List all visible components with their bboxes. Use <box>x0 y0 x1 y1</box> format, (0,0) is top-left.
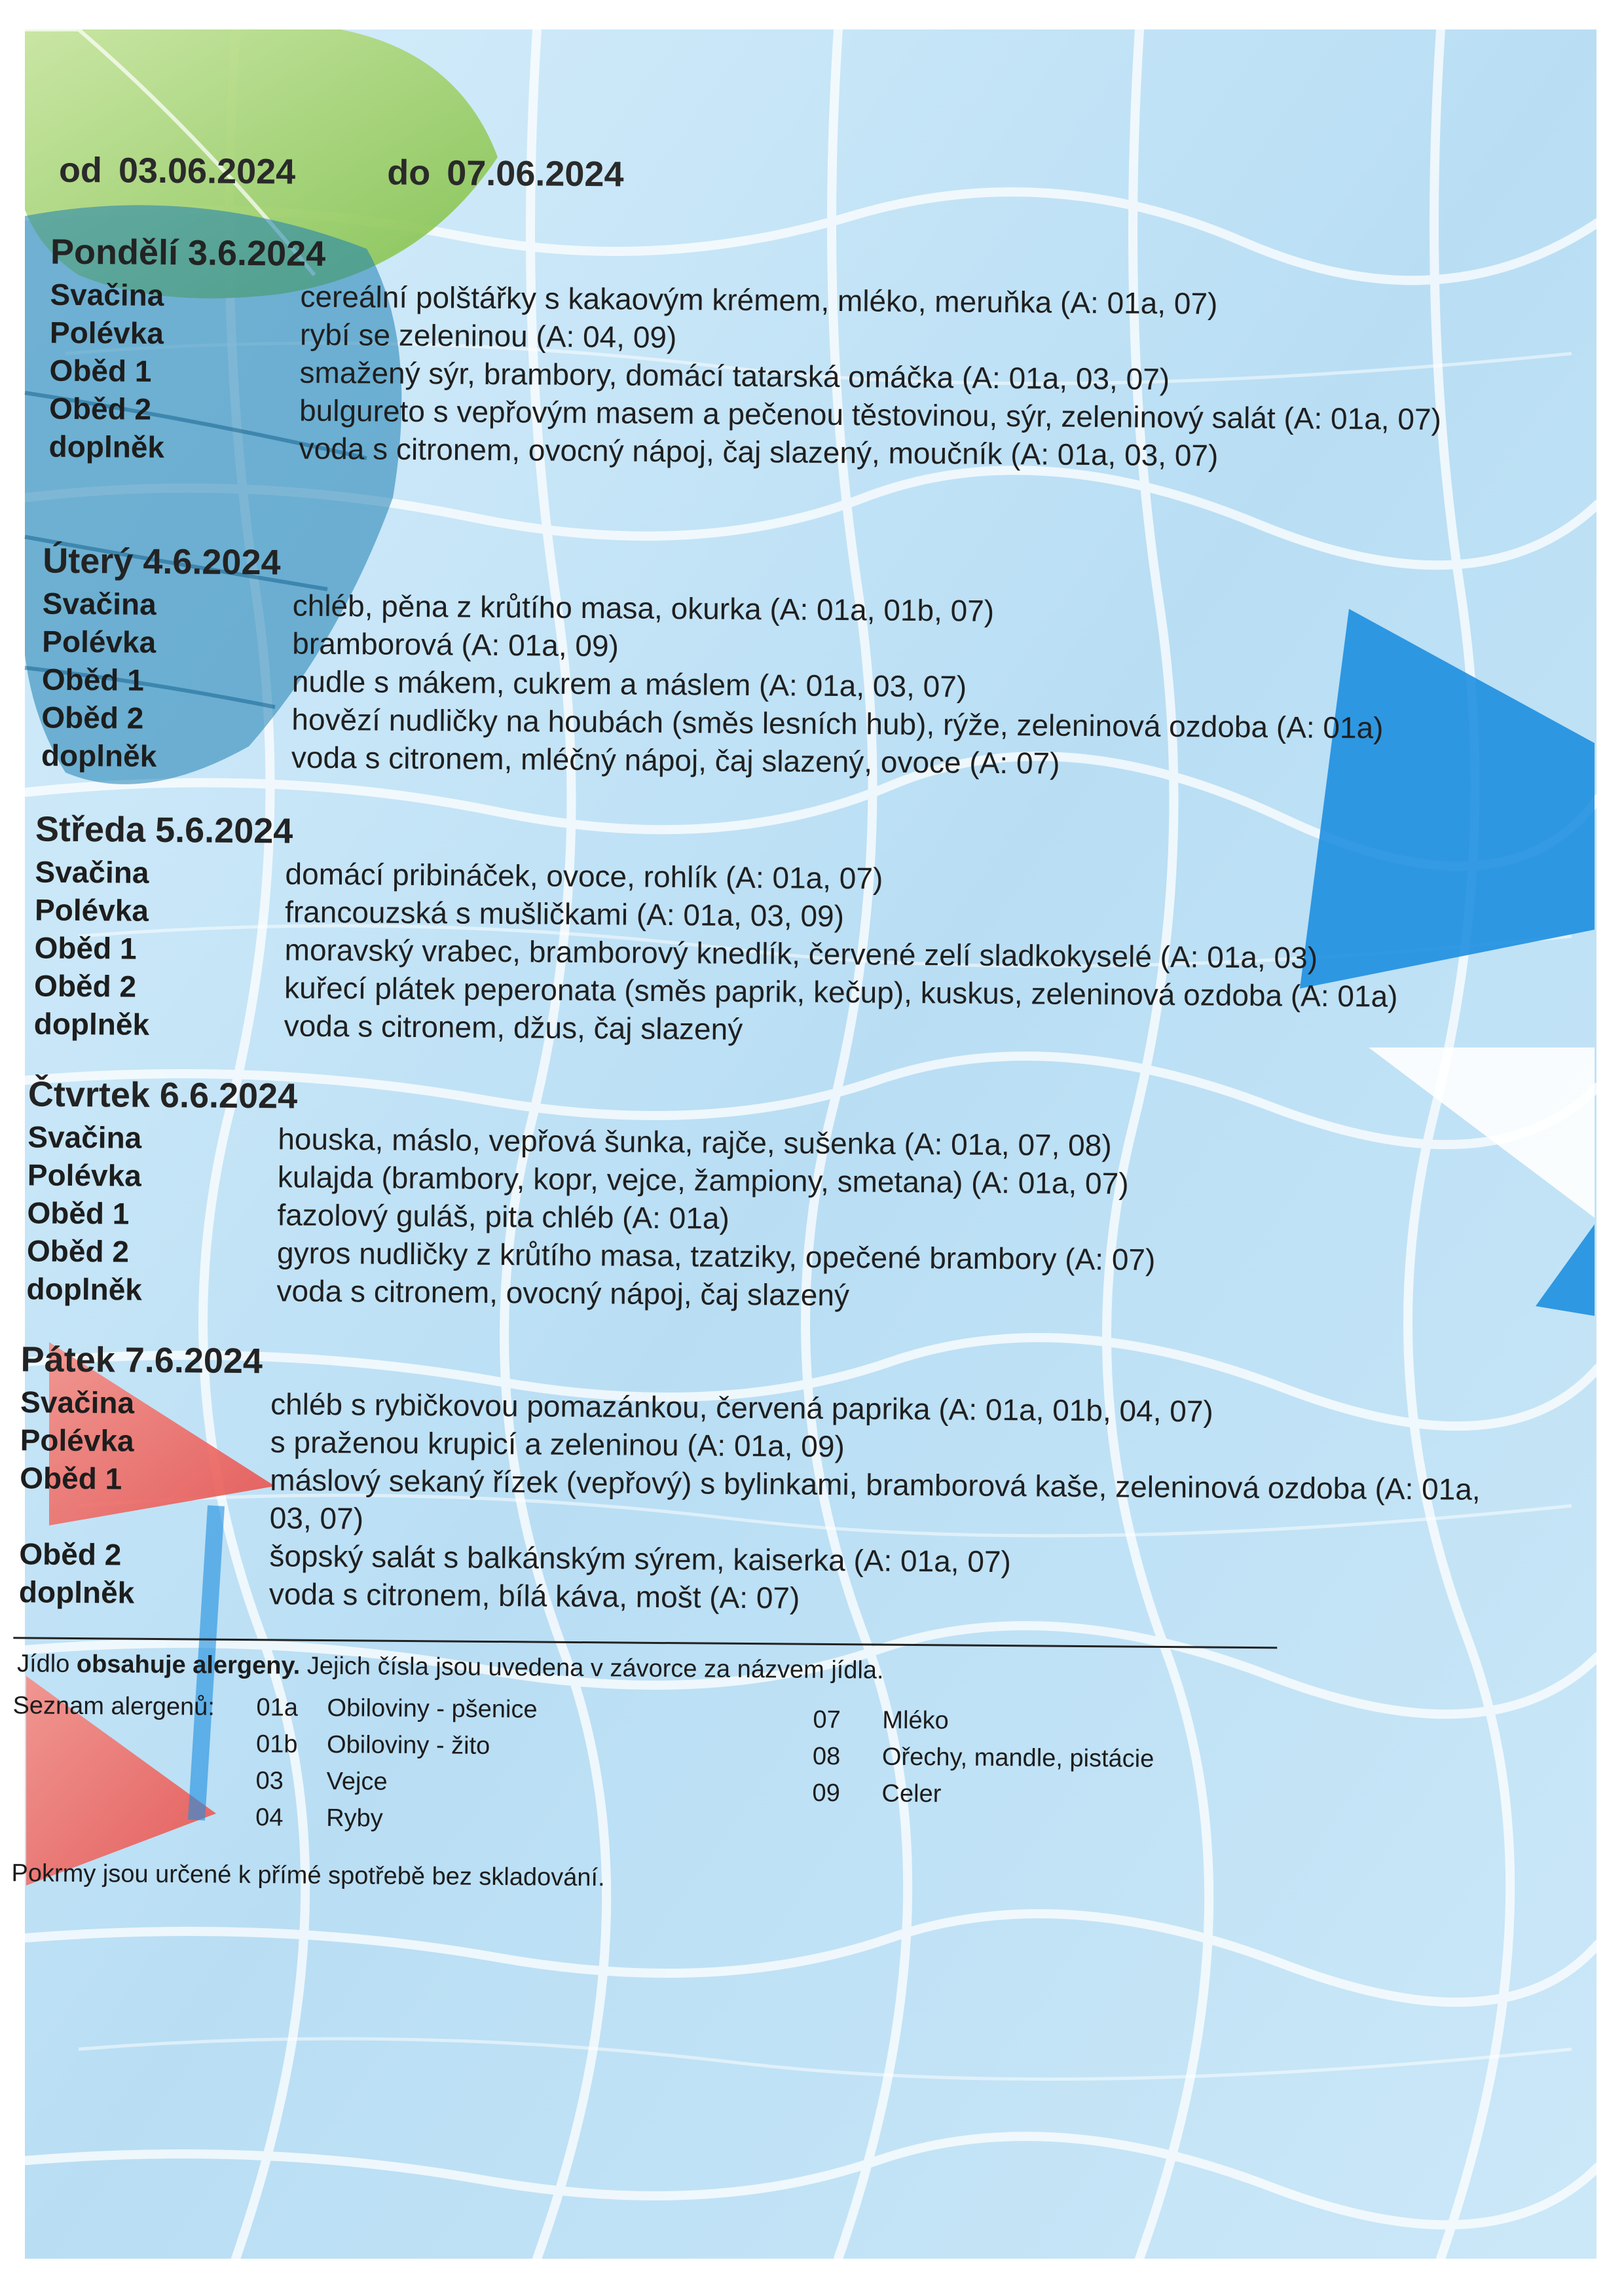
allergen-item <box>255 1804 383 1833</box>
meal-label: Svačina <box>42 586 157 621</box>
allergen-item <box>255 1767 387 1796</box>
meal-label: doplněk <box>33 1006 150 1042</box>
allergen-name: Mléko <box>882 1706 949 1735</box>
meal-text: hovězí nudličky na houbách (směs lesních hub), rýže, zeleninová ozdoba (A: 01a) <box>291 702 1384 745</box>
allergen-item <box>812 1779 941 1809</box>
allergen-name: Ryby <box>326 1804 383 1832</box>
range-to-date: 07.06.2024 <box>447 153 624 194</box>
meal-text: voda s citronem, ovocný nápoj, čaj slazený, moučník (A: 01a, 03, 07) <box>299 431 1219 473</box>
meal-text: chléb, pěna z krůtího masa, okurka (A: 01a, 01b, 07) <box>292 588 995 628</box>
allergen-item <box>813 1743 1154 1774</box>
range-to-label: do <box>387 153 431 193</box>
meal-label: Oběd 2 <box>48 391 152 426</box>
allergen-code: 01b <box>255 1730 298 1758</box>
meal-label: Svačina <box>20 1385 135 1420</box>
meal-text: voda s citronem, džus, čaj slazený <box>284 1008 743 1046</box>
meal-text: nudle s mákem, cukrem a máslem (A: 01a, 03, 07) <box>291 664 967 704</box>
meal-text: cereální polštářky s kakaovým krémem, mléko, meruňka (A: 01a, 07) <box>300 279 1218 321</box>
meal-label: Polévka <box>42 624 157 659</box>
meal-label: Svačina <box>35 854 149 890</box>
meal-text: moravský vrabec, bramborový knedlík, červené zelí sladkokyselé (A: 01a, 03) <box>284 932 1318 975</box>
day-thursday <box>26 1070 1534 1319</box>
allergen-code: 03 <box>255 1767 284 1795</box>
allergen-code: 01a <box>256 1694 299 1722</box>
allergen-note-bold: obsahuje alergeny. <box>76 1650 301 1680</box>
meal-label: Oběd 2 <box>33 968 137 1004</box>
allergen-note <box>17 1650 884 1685</box>
meal-label: doplněk <box>41 738 157 773</box>
meal-text: šopský salát s balkánským sýrem, kaiserka (A: 01a, 07) <box>269 1539 1012 1579</box>
divider <box>13 1637 1277 1649</box>
meal-label: Oběd 1 <box>27 1195 130 1231</box>
meal-text: gyros nudličky z krůtího masa, tzatziky, opečené brambory (A: 07) <box>276 1235 1156 1277</box>
menu-row <box>20 1459 1526 1546</box>
allergen-note-prefix: Jídlo <box>16 1650 70 1678</box>
allergen-code: 08 <box>812 1742 841 1771</box>
meal-label: Polévka <box>49 315 164 350</box>
meal-text: bramborová (A: 01a, 09) <box>292 626 619 663</box>
meal-label: Oběd 2 <box>19 1537 122 1572</box>
meal-label: Svačina <box>28 1120 142 1155</box>
meal-text: houska, máslo, vepřová šunka, rajče, sušenka (A: 01a, 07, 08) <box>278 1121 1112 1163</box>
meal-label: doplněk <box>26 1271 143 1307</box>
meal-label: Oběd 2 <box>26 1233 130 1269</box>
range-from-label: od <box>58 150 103 191</box>
meal-text: francouzská s mušličkami (A: 01a, 03, 09) <box>284 894 845 934</box>
day-title: Středa 5.6.2024 <box>35 809 293 851</box>
allergen-name: Ořechy, mandle, pistácie <box>881 1743 1154 1773</box>
day-title: Pátek 7.6.2024 <box>20 1339 263 1381</box>
allergen-item <box>256 1694 537 1724</box>
meal-label: Oběd 1 <box>34 930 137 966</box>
meal-text: chléb s rybičkovou pomazánkou, červená paprika (A: 01a, 01b, 04, 07) <box>270 1387 1213 1429</box>
footer-note: Pokrmy jsou určené k přímé spotřebě bez skladování. <box>11 1859 605 1892</box>
allergen-code: 04 <box>255 1804 284 1832</box>
meal-text: kuřecí plátek peperonata (směs paprik, kečup), kuskus, zeleninová ozdoba (A: 01a) <box>284 970 1398 1013</box>
day-monday <box>48 228 1557 477</box>
meal-label: Svačina <box>50 277 164 312</box>
meal-text: kulajda (brambory, kopr, vejce, žampiony, smetana) (A: 01a, 07) <box>277 1159 1129 1201</box>
meal-label: Oběd 2 <box>41 700 144 735</box>
meal-label: Polévka <box>27 1157 142 1193</box>
meal-label: doplněk <box>18 1575 135 1610</box>
allergen-code: 07 <box>813 1705 841 1734</box>
allergen-name: Celer <box>881 1779 942 1808</box>
allergen-note-suffix: Jejich čísla jsou uvedena v závorce za názvem jídla. <box>306 1652 884 1685</box>
allergen-item <box>813 1706 949 1736</box>
meal-label: Polévka <box>20 1423 134 1458</box>
meal-label: Oběd 1 <box>49 353 152 388</box>
day-title: Úterý 4.6.2024 <box>43 541 281 583</box>
meal-text: voda s citronem, bílá káva, mošt (A: 07) <box>268 1576 800 1615</box>
allergen-name: Obiloviny - pšenice <box>327 1694 538 1724</box>
allergen-item <box>256 1730 490 1760</box>
allergen-code: 09 <box>812 1779 840 1808</box>
meal-text: bulgureto s vepřovým masem a pečenou těstovinou, sýr, zeleninový salát (A: 01a, 07) <box>299 393 1442 437</box>
allergen-legend <box>11 1637 1585 1892</box>
day-wednesday <box>33 805 1541 1054</box>
meal-text: domácí pribináček, ovoce, rohlík (A: 01a, 07) <box>285 856 883 896</box>
meal-text: smažený sýr, brambory, domácí tatarská omáčka (A: 01a, 03, 07) <box>299 355 1170 397</box>
date-range <box>59 150 631 195</box>
meal-label: Polévka <box>34 892 149 928</box>
meal-text: voda s citronem, ovocný nápoj, čaj slazený <box>276 1273 850 1313</box>
day-title: Čtvrtek 6.6.2024 <box>28 1074 298 1116</box>
meal-text: máslový sekaný řízek (vepřový) s bylinkami, bramborová kaše, zeleninová ozdoba (A: 01a, 03, 07) <box>269 1463 1481 1536</box>
meal-label: Oběd 1 <box>41 662 144 697</box>
meal-label: Oběd 1 <box>20 1461 122 1496</box>
meal-text: voda s citronem, mléčný nápoj, čaj slazený, ovoce (A: 07) <box>291 740 1060 780</box>
meal-text: rybí se zeleninou (A: 04, 09) <box>299 317 677 355</box>
allergen-name: Vejce <box>326 1768 388 1796</box>
meal-label: doplněk <box>48 429 165 464</box>
day-title: Pondělí 3.6.2024 <box>50 232 326 274</box>
meal-text: fazolový guláš, pita chléb (A: 01a) <box>277 1197 730 1235</box>
allergen-list-title: Seznam alergenů: <box>12 1692 215 1721</box>
range-from-date: 03.06.2024 <box>118 151 296 192</box>
day-tuesday <box>41 538 1549 786</box>
day-friday <box>19 1336 1527 1622</box>
allergen-name: Obiloviny - žito <box>326 1731 490 1760</box>
meal-text: s praženou krupicí a zeleninou (A: 01a, 09) <box>270 1425 845 1464</box>
